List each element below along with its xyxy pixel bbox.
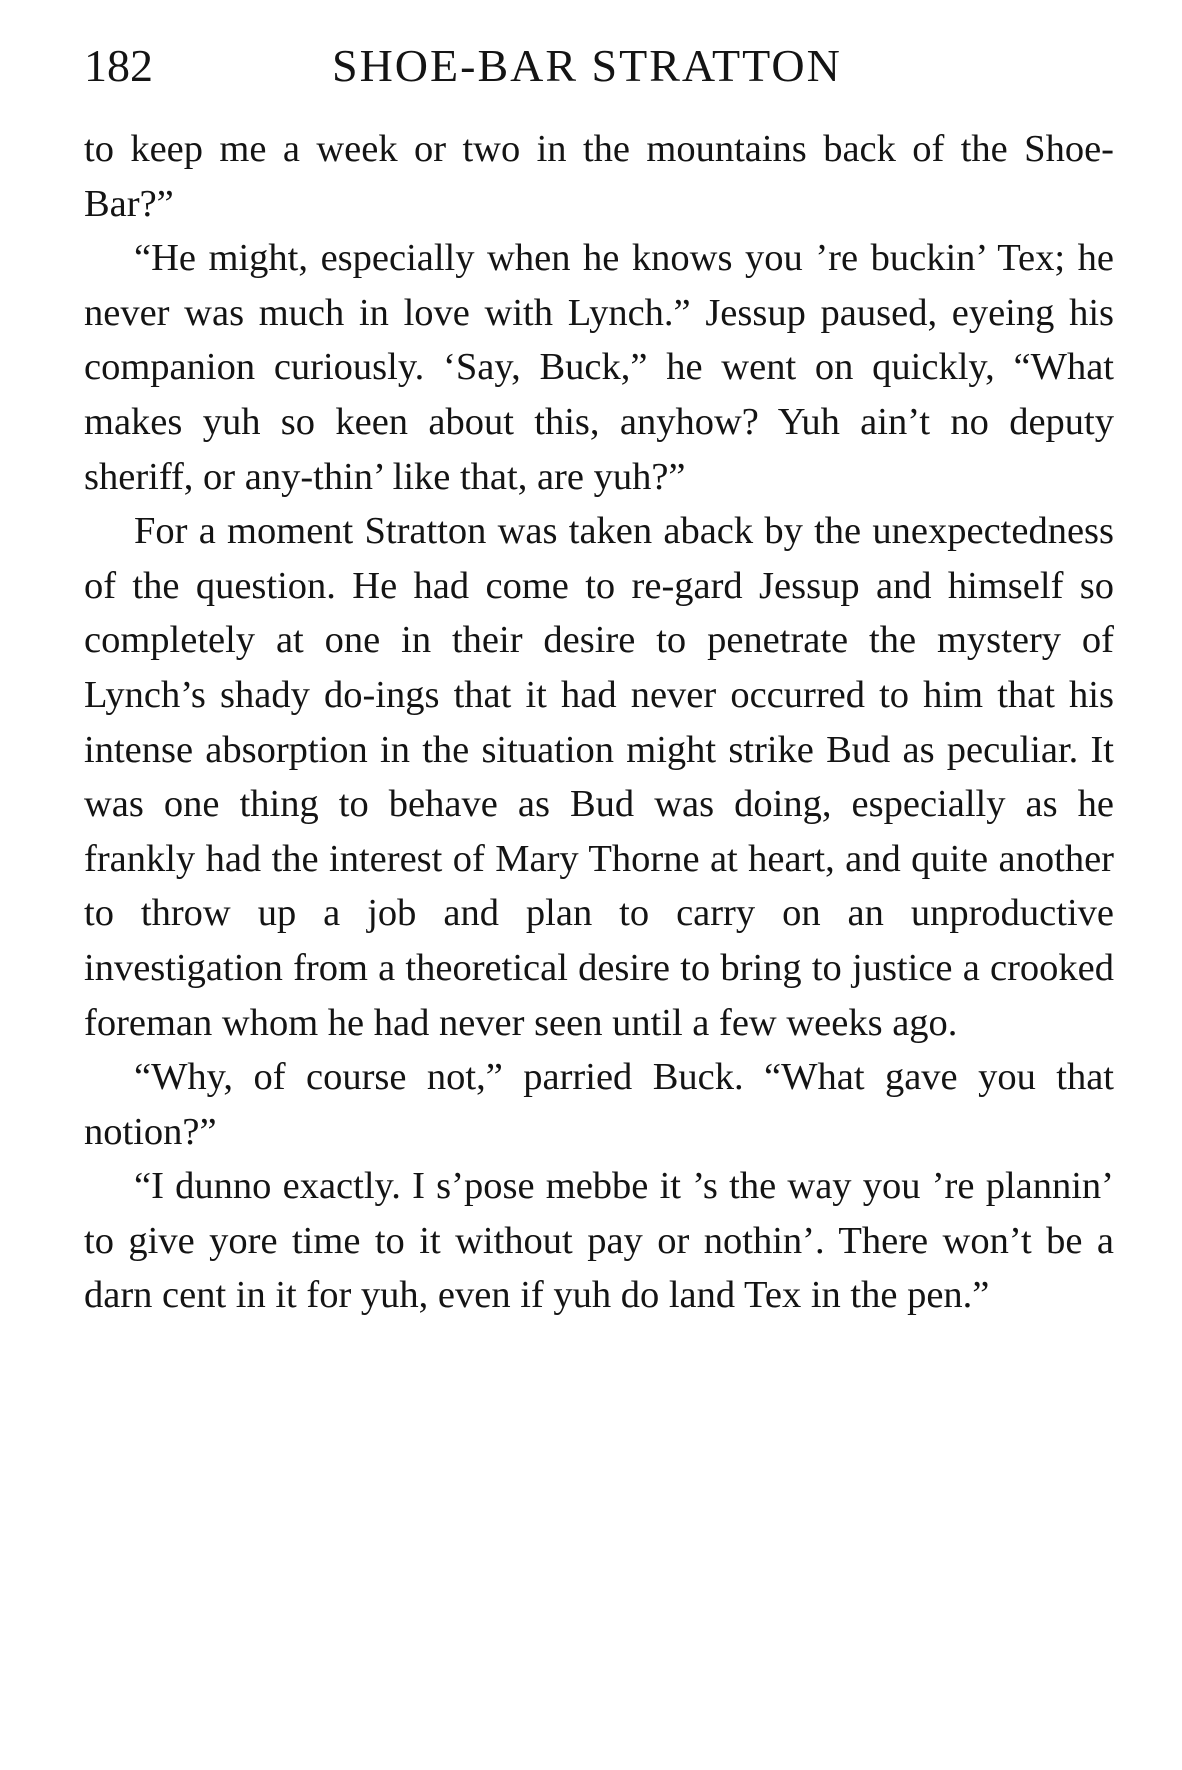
- running-head: [84, 38, 1114, 94]
- paragraph: “Why, of course not,” parried Buck. “What gave you that notion?”: [84, 1056, 1114, 1153]
- paragraph: “He might, especially when he knows you ’re buckin’ Tex; he never was much in love with Lynch.” Jessup paused, eyeing his companion curiously. ‘Say, Buck,” he went on quickly, “What makes yuh so keen about this, anyhow? Yuh ain’t no deputy sheriff, or any-thin’ like that, are yuh?”: [84, 237, 1114, 498]
- page-number: 182: [84, 40, 153, 91]
- paragraph-continued: to keep me a week or two in the mountains back of the Shoe-Bar?”: [84, 128, 1114, 225]
- running-title: SHOE-BAR STRATTON: [332, 40, 842, 91]
- paragraph: For a moment Stratton was taken aback by the unexpectedness of the question. He had come to re-gard Jessup and himself so completely at one in their desire to penetrate the mystery of Lynch’s shady do-ings that it had never occurred to him that his intense absorption in the situation might strike Bud as peculiar. It was one thing to behave as Bud was doing, especially as he frankly had the interest of Mary Thorne at heart, and quite another to throw up a job and plan to carry on an unproductive investigation from a theoretical desire to bring to justice a crooked foreman whom he had never seen until a few weeks ago.: [84, 510, 1114, 1044]
- paragraph: “I dunno exactly. I s’pose mebbe it ’s the way you ’re plannin’ to give yore time to it without pay or nothin’. There won’t be a darn cent in it for yuh, even if yuh do land Tex in the pen.”: [84, 1165, 1114, 1317]
- body-text: [84, 122, 1114, 1323]
